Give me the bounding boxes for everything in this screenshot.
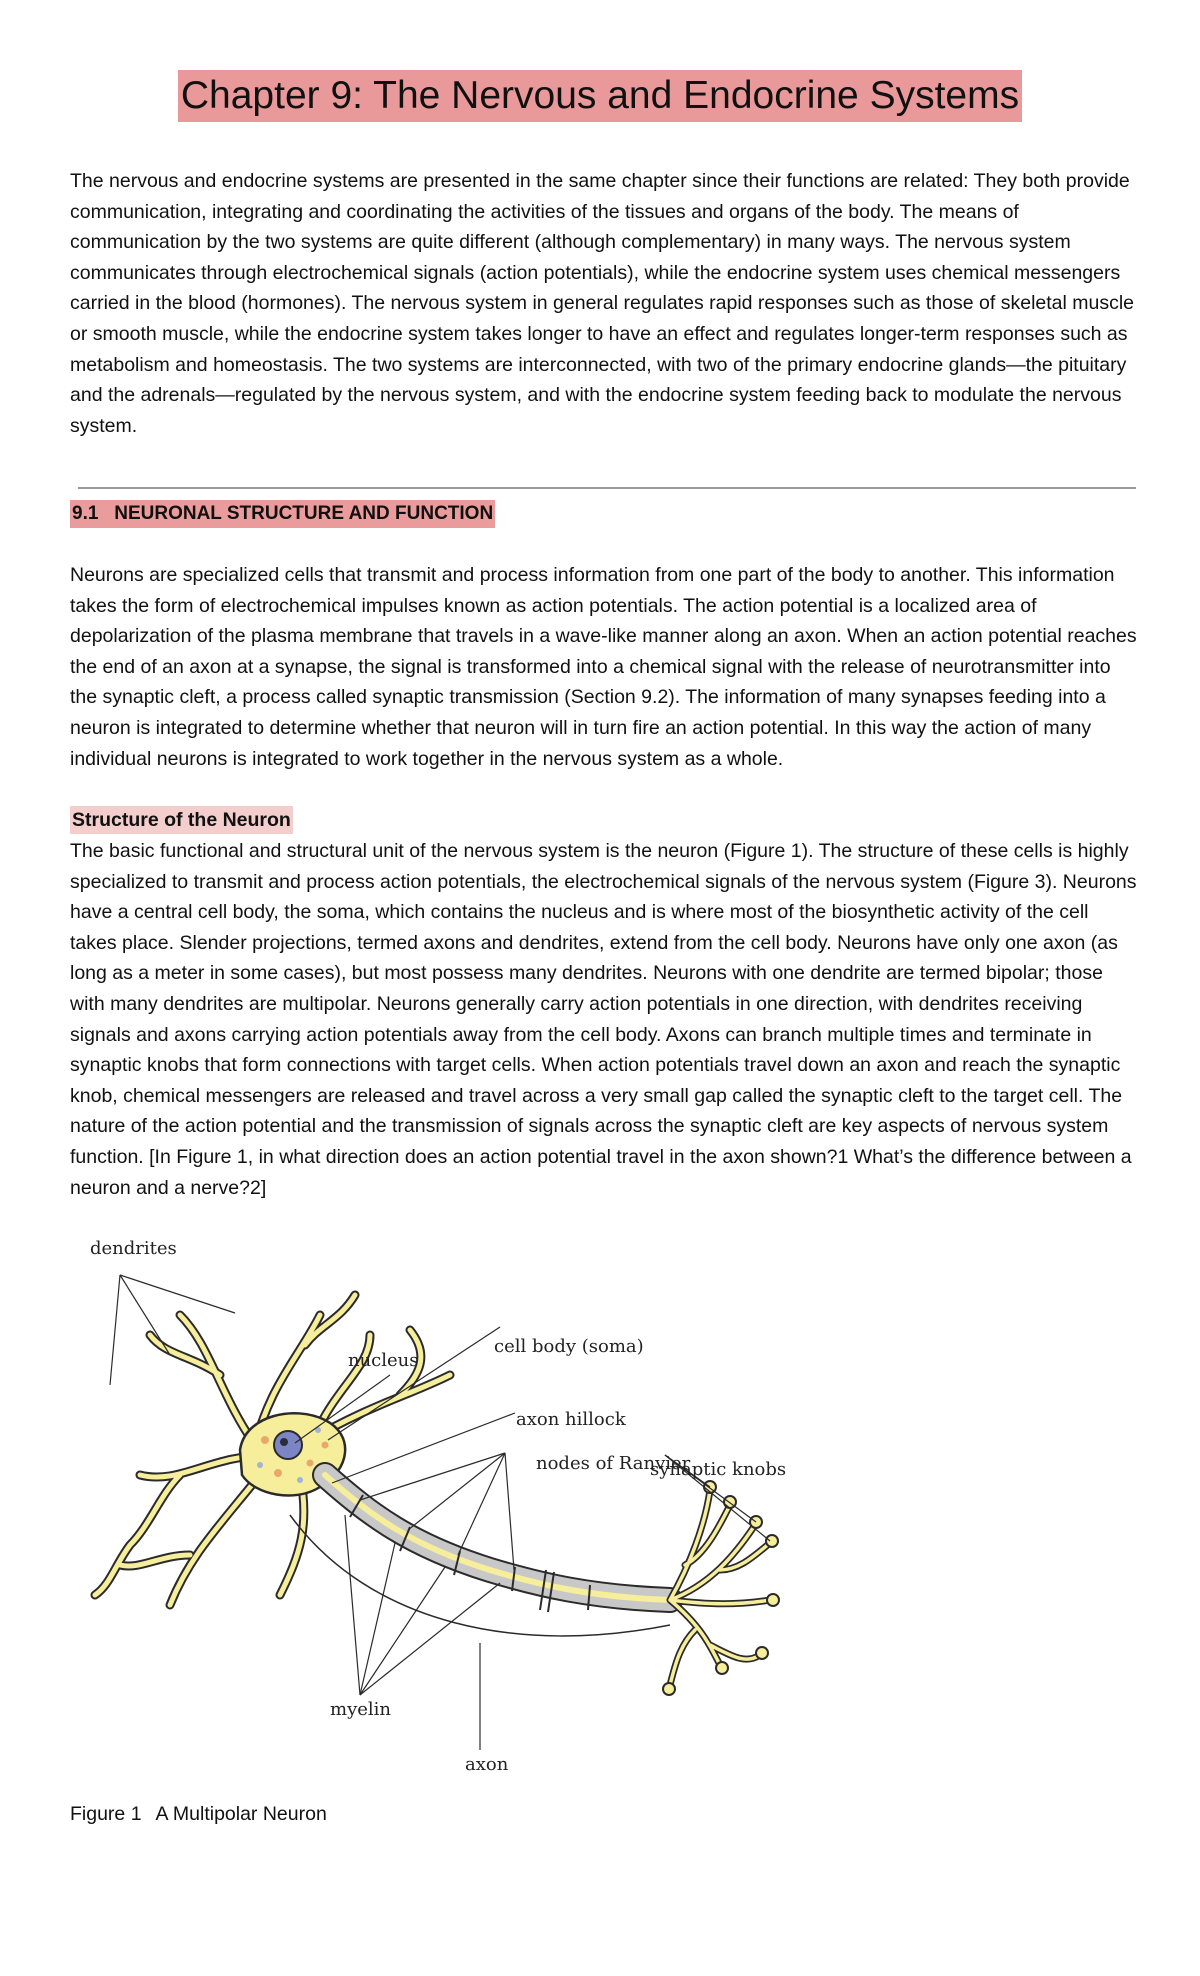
label-myelin: myelin <box>330 1699 391 1720</box>
nucleus-shape <box>274 1431 302 1459</box>
section-divider <box>78 487 1136 489</box>
figure-caption-text: A Multipolar Neuron <box>155 1803 327 1825</box>
label-nodes-of-ranvier: nodes of Ranvier <box>536 1453 691 1474</box>
figure-caption-number: Figure 1 <box>70 1803 142 1825</box>
label-axon-hillock: axon hillock <box>516 1409 626 1430</box>
label-synaptic-knobs: synaptic knobs <box>650 1459 787 1480</box>
nucleolus-shape <box>280 1438 288 1446</box>
label-dendrites: dendrites <box>90 1238 177 1259</box>
section-heading: 9.1 NEURONAL STRUCTURE AND FUNCTION <box>70 500 495 528</box>
title-container <box>0 70 1200 122</box>
intro-paragraph: The nervous and endocrine systems are presented in the same chapter since their functions are related: They both provide communication, integrating and coordinating the activities of the tissues and organs of the body. The means of communication by the two systems are quite different (although complementary) in many ways. The nervous system communicates through electrochemical signals (action potentials), while the endocrine system uses chemical messengers carried in the blood (hormones). The nervous system in general regulates rapid responses such as those of skeletal muscle or smooth muscle, while the endocrine system takes longer to have an effect and regulates longer-term responses such as metabolism and homeostasis. The two systems are interconnected, with two of the primary endocrine glands—the pituitary and the adrenals—regulated by the nervous system, and with the endocrine system feeding back to modulate the nervous system. <box>70 170 1135 437</box>
label-axon: axon <box>465 1754 509 1775</box>
section-paragraph: Neurons are specialized cells that transmit and process information from one part of the body to another. This information takes the form of electrochemical impulses known as action potentials. The action potential is a localized area of depolarization of the plasma membrane that travels in a wave-like manner along an axon. When an action potential reaches the end of an axon at a synapse, the signal is transformed into a chemical signal with the release of neurotransmitter into the synaptic cleft, a process called synaptic transmission (Section 9.2). The information of many synapses feeding into a neuron is integrated to determine whether that neuron will in turn fire an action potential. In this way the action of many individual neurons is integrated to work together in the nervous system as a whole. <box>70 564 1137 770</box>
label-nucleus: nucleus <box>348 1350 419 1371</box>
subsection-paragraph: The basic functional and structural unit of the nervous system is the neuron (Figure 1). The structure of these cells is highly specialized to transmit and process action potentials, the electrochemical signals of the nervous system (Figure 3). Neurons have a central cell body, the soma, which contains the nucleus and is where most of the biosynthetic activity of the cell takes place. Slender projections, termed axons and dendrites, extend from the cell body. Neurons have only one axon (as long as a meter in some cases), but most possess many dendrites. Neurons with one dendrite are termed bipolar; those with many dendrites are multipolar. Neurons generally carry action potentials in one direction, with dendrites receiving signals and axons carrying action potentials away from the cell body. Axons can branch multiple times and terminate in synaptic knobs that form connections with target cells. When action potentials travel down an axon and reach the synaptic knob, chemical messengers are released and travel across a very small gap called the synaptic cleft to the target cell. The nature of the action potential and the transmission of signals across the synaptic cleft are key aspects of nervous system function. [In Figure 1, in what direction does an action potential travel in the axon shown?1 What’s the difference between a neuron and a nerve?2] <box>70 840 1137 1199</box>
label-cell-body: cell body (soma) <box>494 1336 644 1357</box>
subsection-heading: Structure of the Neuron <box>70 806 293 834</box>
chapter-title: Chapter 9: The Nervous and Endocrine Systems <box>178 70 1022 122</box>
neuron-figure <box>70 1225 790 1795</box>
neuron-diagram <box>70 1225 790 1795</box>
figure-caption <box>70 1800 327 1828</box>
